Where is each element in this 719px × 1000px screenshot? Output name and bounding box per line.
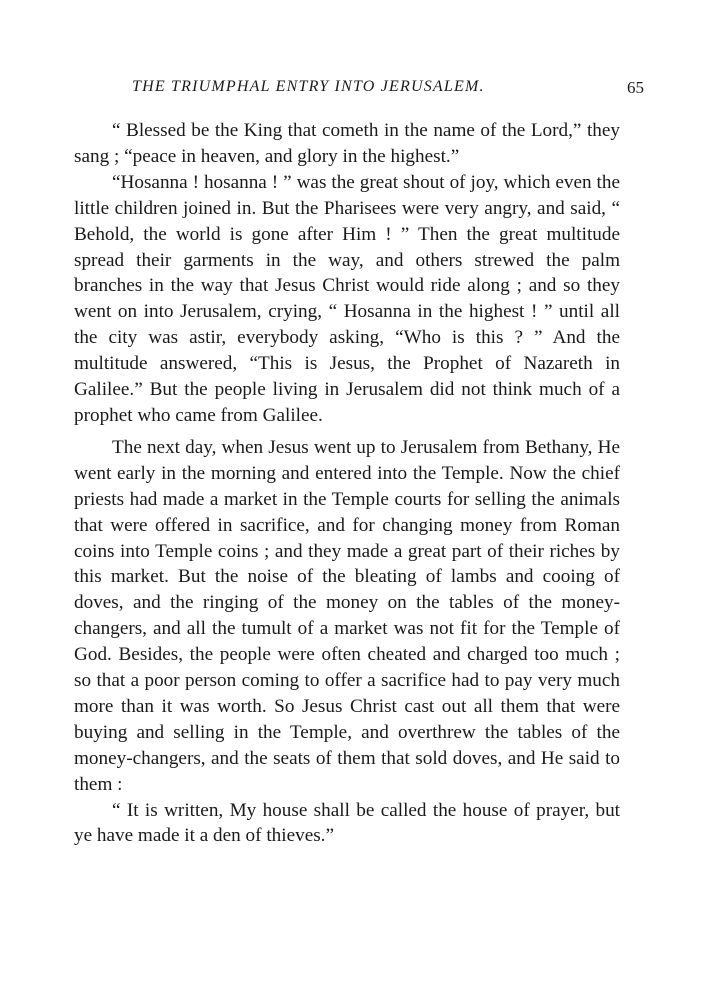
paragraph-hosanna: “Hosanna ! hosanna ! ” was the great shout of joy, which even the little children joined in. But the Pharisees were very angry, and said, “ Behold, the world is gone after Him ! ” Then the great multitude spread their garments in the way, and others strewed the palm branches in the way that Jesus Christ would ride along ; and so they went on into Jerusalem, crying, “ Hosanna in the highest ! ” until all the city was astir, everybody asking, “Who is this ? ” And the multitude answered, “This is Jesus, the Prophet of Nazareth in Galilee.” But the people living in Jerusalem did not think much of a prophet who came from Galilee. xyxy=(74,171,620,426)
running-head xyxy=(74,78,644,102)
page-number: 65 xyxy=(627,78,644,97)
running-title: THE TRIUMPHAL ENTRY INTO JERUSALEM. xyxy=(132,78,485,95)
paragraph-blessed: “ Blessed be the King that cometh in the name of the Lord,” they sang ; “peace in heaven, and glory in the highest.” xyxy=(74,120,620,167)
body-text xyxy=(74,118,620,849)
paragraph-temple: The next day, when Jesus went up to Jerusalem from Bethany, He went early in the morning and entered into the Temple. Now the chief priests had made a market in the Temple courts for selling the animals that were offered in sacrifice, and for changing money from Roman coins into Temple coins ; and they made a great part of their riches by this market. But the noise of the bleating of lambs and cooing of doves, and the ringing of the money on the tables of the money-changers, and all the tumult of a market was not fit for the Temple of God. Besides, the people were often cheated and charged too much ; so that a poor person coming to offer a sacrifice had to pay very much more than it was worth. So Jesus Christ cast out all them that were buying and selling in the Temple, and overthrew the tables of the money-changers, and the seats of them that sold doves, and He said to them : xyxy=(74,436,620,795)
paragraph-house-of-prayer: “ It is written, My house shall be called the house of prayer, but ye have made it a den of thieves.” xyxy=(74,799,620,847)
